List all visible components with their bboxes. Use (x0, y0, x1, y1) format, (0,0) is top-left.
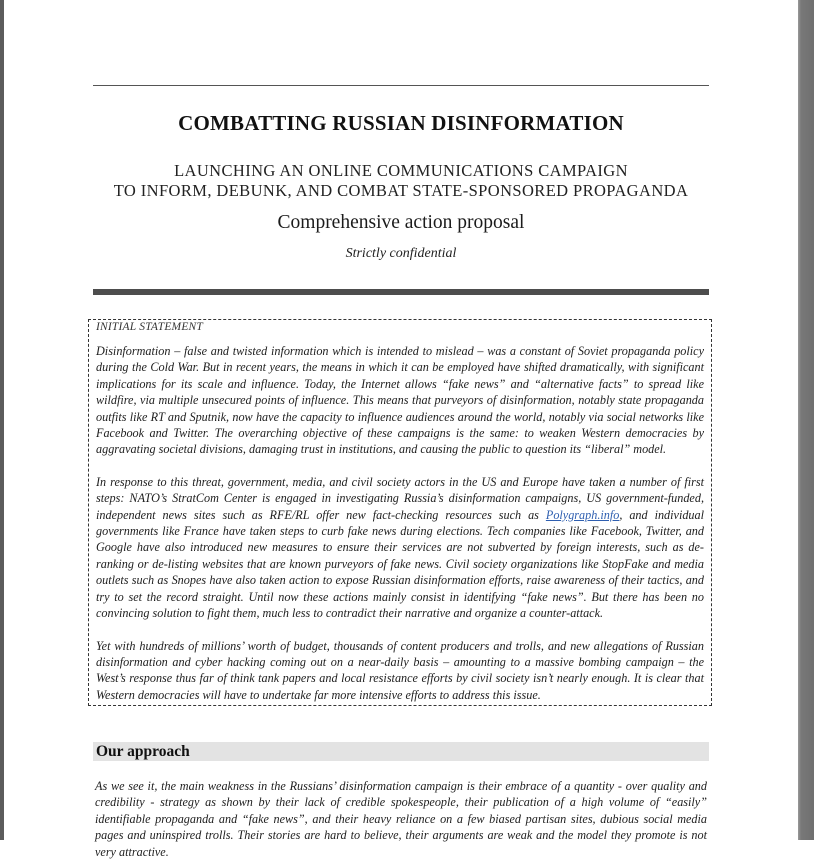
viewer-scrollbar-track[interactable] (798, 0, 814, 840)
initial-statement-box (88, 319, 712, 706)
heavy-rule (93, 289, 709, 295)
paragraph-text: In response to this threat, government, media, and civil society actors in the US and Europe have taken a number of first steps: NATO’s StratCom Center is engaged in investigating Russia’s disinformation campaigns, US government-funded, independent news sites such as RFE/RL offer new fact-checking resources such as (96, 474, 704, 522)
proposal-heading: Comprehensive action proposal (277, 212, 525, 233)
paragraph-text: , and individual governments like France have taken steps to curb fake news during elections. Tech companies like Facebook, Twitter, and Google have also introduced new measures to ensure their services are not subverted by foreign interests, such as de-ranking or de-listing websites that are known purveyors of fake news. Civil society organizations like StopFake and media outlets such as Snopes have also taken action to expose Russian disinformation efforts, raise awareness of their tactics, and try to set the record straight. Until now these actions mainly consist in identifying “fake news”. But there has been no convincing solution to fight them, much less to contradict their narrative and organize a counter-attack. (96, 507, 704, 621)
statement-paragraph-1: Disinformation – false and twisted information which is intended to mislead – was a constant of Soviet propaganda policy during the Cold War. But in recent years, the means in which it can be employed have shifted dramatically, with significant implications for its scale and influence. Today, the Internet allows “fake news” and “alternative facts” to spread like wildfire, via multiple unsecured points of influence. This means that purveyors of disinformation, notably state propaganda outfits like RT and Sputnik, now have the capacity to influence audiences around the world, notably via social networks like Facebook and Twitter. The overarching objective of these campaigns is the same: to weaken Western democracies by aggravating societal divisions, damaging trust in institutions, and causing the public to question its “liberal” model. (96, 344, 704, 457)
statement-paragraph-3: Yet with hundreds of millions’ worth of budget, thousands of content producers and trolls, and new allegations of Russian disinformation and cyber hacking coming out on a near-daily basis – amounting to a massive bombing campaign – the West’s response thus far of think tank papers and local resistance efforts by civil society isn’t nearly enough. It is clear that Western democracies will have to undertake far more intensive efforts to address this issue. (96, 638, 704, 702)
subtitle-line-1: LAUNCHING AN ONLINE COMMUNICATIONS CAMPAIGN (174, 161, 628, 180)
confidential-note: Strictly confidential (345, 246, 457, 261)
subtitle-line-2: TO INFORM, DEBUNK, AND COMBAT STATE-SPONSORED PROPAGANDA (113, 181, 689, 200)
statement-paragraph-2 (96, 474, 704, 622)
document-page (4, 0, 798, 859)
document-title: COMBATTING RUSSIAN DISINFORMATION (178, 111, 624, 135)
section-header-bar (93, 742, 709, 761)
approach-paragraph: As we see it, the main weakness in the Russians’ disinformation campaign is their embrace of a quantity - over quality and credibility - strategy as shown by their lack of credible spokespeople, their publication of a high volume of “easily” identifiable propaganda and “fake news”, and their heavy reliance on a few biased partisan sites, dubious social media pages and uninspired trolls. Their stories are hard to believe, their arguments are weak and the model they promote is not very attractive. (95, 779, 707, 859)
top-rule (93, 85, 709, 86)
statement-heading: INITIAL STATEMENT (96, 321, 204, 333)
section-title: Our approach (96, 743, 190, 760)
polygraph-link[interactable]: Polygraph.info (545, 507, 620, 522)
